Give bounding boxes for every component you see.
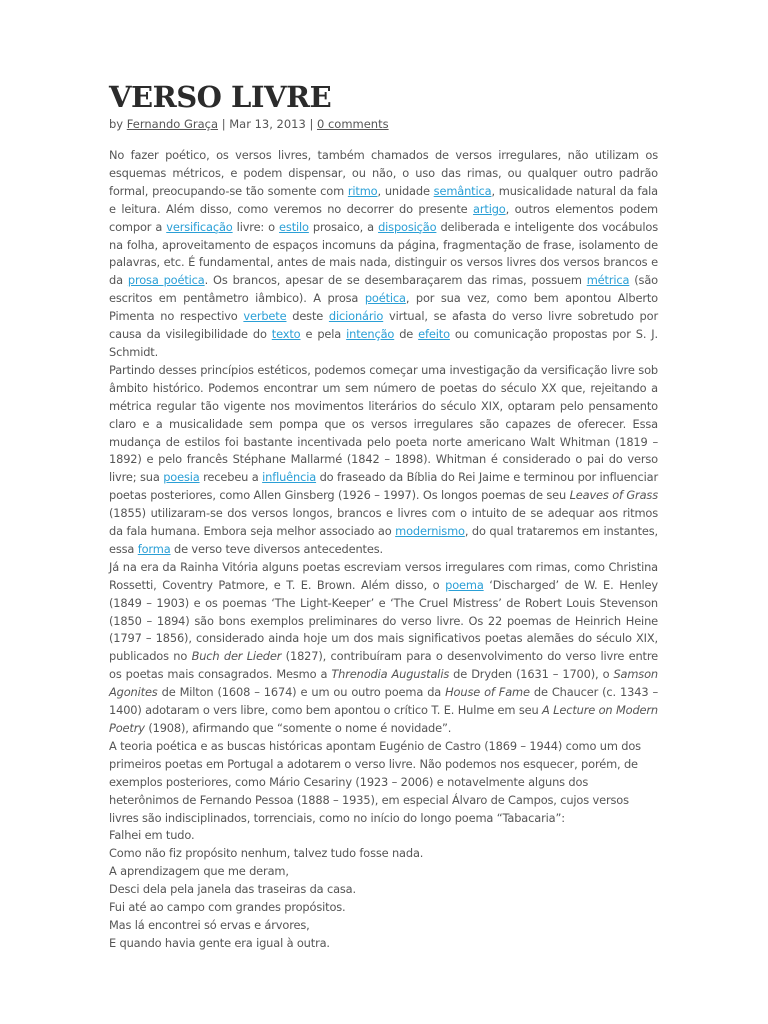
text-run: , por sua vez, como bem apontou Alberto Pimenta no respectivo [109,291,659,324]
text-run: de Milton (1608 – 1674) e um ou outro poema da [157,685,446,700]
text-run: livre: o [232,219,280,234]
text-run: , outros elementos podem compor a [109,201,659,234]
verse-line: Fui até ao campo com grandes propósitos. [109,900,346,915]
text-run: de verso teve diversos antecedentes. [170,541,383,556]
by-label: by [109,117,124,131]
text-run: deliberada e inteligente dos vocábulos na folha, aproveitamento de espaços incomuns da página, fragmentação de frase, isolamento de palavras, etc. É fundamental, antes de mais nada, distinguir os versos livres dos versos brancos e da [109,219,658,288]
text-run: (1855) utilizaram-se dos versos longos, brancos e livres com o intuito de se adequar aos ritmos da fala humana. Embora seja melhor associado ao [109,506,658,539]
text-run: de Chaucer (c. 1343 – 1400) adotaram o vers libre, como bem apontou o crítico T. E. Hulme em seu [109,685,658,718]
link-forma[interactable]: forma [137,541,171,556]
paragraph-history [109,362,658,559]
author-link[interactable]: Fernando Graça [126,117,219,131]
paragraph-intro [109,147,658,362]
link-prosa-poetica[interactable]: prosa poética [127,273,205,288]
link-poema[interactable]: poema [445,577,484,592]
link-verbete[interactable]: verbete [243,309,287,324]
verse-line: A aprendizagem que me deram, [109,864,289,879]
meta-separator: | [309,117,314,131]
text-run: (1827), contribuíram para o desenvolvimento do verso livre entre os poetas mais consagrados. Mesmo a [109,649,658,682]
verse-line: Como não fiz propósito nenhum, talvez tudo fosse nada. [109,846,424,861]
text-run: e pela [300,327,347,342]
italic-title: Leaves of Grass [569,488,658,503]
text-run: A teoria poética e as buscas históricas apontam Eugénio de Castro (1869 – 1944) como um dos primeiros poetas em Portugal a adotarem o verso livre. Não podemos nos esquecer, porém, de exemplos posteriores, como Mário Cesariny (1923 – 2006) e notavelmente alguns dos heterônimos de Fernando Pessoa (1888 – 1935), em especial Álvaro de Campos, cujos versos livres são indisciplinados, torrenciais, como no início do longo poema “Tabacaria”: [109,738,641,825]
link-artigo[interactable]: artigo [473,201,506,216]
paragraph-victorian [109,559,658,738]
verse-line: Desci dela pela janela das traseiras da casa. [109,882,356,897]
article-body [109,147,658,953]
text-run: . Os brancos, apesar de se desembaraçarem das rimas, possuem [204,273,587,288]
italic-title: Threnodia Augustalis [331,667,450,682]
link-metrica[interactable]: métrica [586,273,630,288]
link-efeito[interactable]: efeito [418,327,450,342]
post-meta [109,117,389,131]
link-ritmo[interactable]: ritmo [347,183,378,198]
link-semantica[interactable]: semântica [433,183,492,198]
text-run: (1908), afirmando que “somente o nome é novidade”. [144,721,452,735]
italic-title: House of Fame [445,685,530,700]
text-run: , unidade [377,183,434,198]
text-run: do fraseado da Bíblia do Rei Jaime e terminou por influenciar poetas posteriores, como Allen Ginsberg (1926 – 1997). Os longos poemas de seu [109,470,658,503]
text-run: , do qual trataremos em instantes, essa [109,524,658,556]
paragraph-portugal [109,738,658,828]
link-poesia[interactable]: poesia [163,470,200,485]
verse-line: Falhei em tudo. [109,828,195,843]
text-run: prosaico, a [308,219,379,234]
text-run: (são escritos em pentâmetro iâmbico). A prosa [109,273,658,306]
verse-line: E quando havia gente era igual à outra. [109,935,330,950]
verse-line: Mas lá encontrei só ervas e árvores, [109,917,310,932]
text-run: ou comunicação propostas por S. J. Schmidt. [109,327,658,359]
link-intencao[interactable]: intenção [346,327,395,342]
italic-title: Buch der Lieder [191,649,282,664]
poem-excerpt [109,827,658,952]
text-run: Já na era da Rainha Vitória alguns poetas escreviam versos irregulares com rimas, como Christina Rossetti, Coventry Patmore, e T. E. Brown. Além disso, o [109,559,658,592]
link-texto[interactable]: texto [271,327,301,342]
text-run: recebeu a [199,470,263,485]
link-poetica[interactable]: poética [364,291,406,306]
meta-separator: | [221,117,226,131]
link-influencia[interactable]: influência [262,470,317,485]
text-run: virtual, se afasta do verso livre sobretudo por causa da visilegibilidade do [109,309,658,342]
text-run: de [394,327,419,342]
italic-title: A Lecture on Modern Poetry [109,703,658,735]
link-estilo[interactable]: estilo [279,219,309,234]
link-disposicao[interactable]: disposição [378,219,437,234]
text-run: , musicalidade natural da fala e leitura. Além disso, como veremos no decorrer do presente [109,183,658,216]
comments-link[interactable]: 0 comments [316,117,389,131]
text-run: Partindo desses princípios estéticos, podemos começar uma investigação da versificação livre sob âmbito histórico. Podemos encontrar um sem número de poetas do século XX que, rejeitando a métrica regular tão vigente nos movimentos literários do século XIX, optaram pelo pensamento claro e a musicalidade sem pompa que os versos irregulares são capazes de oferecer. Essa mudança de estilos foi bastante incentivada pelo poeta norte americano Walt Whitman (1819 – 1892) e pelo francês Stéphane Mallarmé (1842 – 1898). Whitman é considerado o pai do verso livre; sua [109,362,658,485]
text-run: ‘Discharged’ de W. E. Henley (1849 – 1903) e os poemas ‘The Light-Keeper’ e ‘The Cruel Mistress’ de Robert Louis Stevenson (1850 – 1894) são bons exemplos preliminares do verso livre. Os 22 poemas de Heinrich Heine (1797 – 1856), considerado ainda hoje um dos mais significativos poetas alemães do século XIX, publicados no [109,577,659,664]
italic-title: Samson Agonites [109,667,658,700]
text-run: deste [286,309,329,324]
text-run: de Dryden (1631 – 1700), o [449,667,614,682]
text-run: No fazer poético, os versos livres, também chamados de versos irregulares, não utilizam os esquemas métricos, e podem dispensar, ou não, o uso das rimas, ou qualquer outro padrão formal, preocupando-se tão somente com [109,148,658,198]
link-versificacao[interactable]: versificação [166,219,233,234]
link-modernismo[interactable]: modernismo [395,524,465,539]
page-title: VERSO LIVRE [109,80,332,114]
post-date: Mar 13, 2013 [229,117,306,131]
link-dicionario[interactable]: dicionário [328,309,384,324]
